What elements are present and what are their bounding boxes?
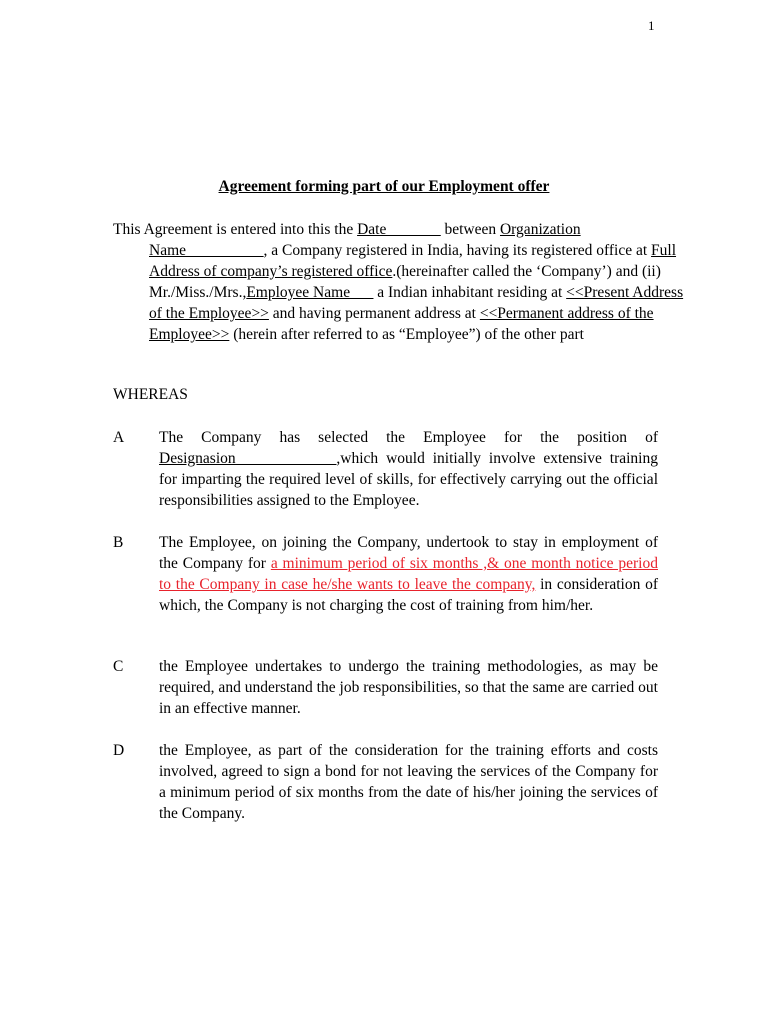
present-address-field: <<Present Address of the Employee>> [149, 284, 684, 322]
clause-text: ,which would initially involve extensive training for imparting the required level of skills, for effectively carrying out the official responsibilities assigned to the Employee. [159, 450, 658, 509]
clause-text: The Company has selected the Employee for the position of [159, 429, 658, 446]
intro-text: (herein after referred to as “Employee”) of the other part [229, 326, 584, 343]
intro-text: This Agreement is entered into this the [113, 221, 358, 238]
clause-text: The Employee, on joining the Company, undertook to stay in employment of the Company for [159, 534, 658, 572]
organization-name-field: Organization Name__________ [149, 221, 581, 259]
clause-b [113, 532, 658, 616]
intro-text: between [440, 221, 500, 238]
clause-d [113, 740, 658, 824]
intro-text: .(hereinafter called the ‘Company’) and (ii) Mr./Miss./Mrs., [149, 263, 661, 301]
page-number: 1 [648, 18, 655, 33]
clause-body: the Employee, as part of the consideration for the training efforts and costs involved, agreed to sign a bond for not leaving the services of the Company for a minimum period of six months from the date of his/her joining the services of the Company. [159, 742, 658, 822]
date-field: Date_______ [357, 221, 441, 238]
intro-text: and having permanent address at [268, 305, 480, 322]
clause-letter: C [113, 658, 124, 675]
permanent-address-field: <<Permanent address of the Employee>> [149, 305, 654, 343]
clause-letter: A [113, 429, 125, 446]
clause-letter: D [113, 742, 125, 759]
clause-c [113, 656, 658, 719]
intro-text: a Indian inhabitant residing at [373, 284, 567, 301]
clause-body [159, 427, 658, 511]
highlighted-term: a minimum period of six months ,& one month notice period to the Company in case he/she wants to leave the company, [159, 555, 658, 593]
designation-field: Designasion_____________ [159, 450, 337, 467]
clause-letter: B [113, 534, 124, 551]
whereas-heading: WHEREAS [113, 386, 188, 403]
clause-body: the Employee undertakes to undergo the training methodologies, as may be required, and understand the job responsibilities, so that the same are carried out in an effective manner. [159, 658, 658, 717]
clause-a [113, 427, 658, 511]
company-address-field: Full Address of company’s registered office [149, 242, 677, 280]
employee-name-field: Employee Name___ [246, 284, 374, 301]
intro-text: , a Company registered in India, having its registered office at [263, 242, 652, 259]
clause-text: in consideration of which, the Company is not charging the cost of training from him/her. [159, 576, 658, 614]
intro-paragraph [113, 219, 694, 345]
clause-body [159, 532, 658, 616]
document-title: Agreement forming part of our Employment offer [218, 178, 550, 195]
